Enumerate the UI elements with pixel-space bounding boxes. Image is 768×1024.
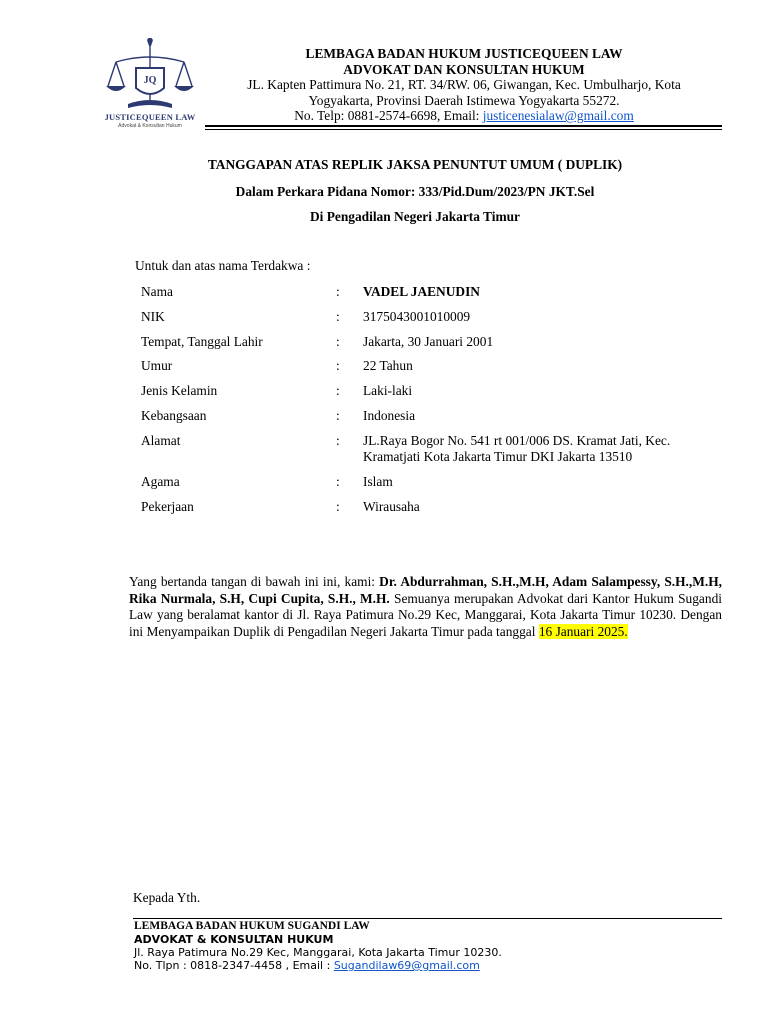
footer-letterhead [134, 920, 502, 972]
row-value: Islam [363, 474, 393, 489]
letterhead-subtitle: ADVOKAT DAN KONSULTAN HUKUM [343, 61, 585, 77]
para-intro: Yang bertanda tangan di bawah ini ini, kami: [129, 574, 380, 589]
row-label: NIK [141, 309, 165, 324]
court-name: Di Pengadilan Negeri Jakarta Timur [309, 209, 521, 224]
footer-phone: No. Tlpn : 0818-2347-4458 , Email : [134, 959, 334, 972]
letterhead [205, 46, 723, 124]
letterhead-divider-thin [205, 129, 722, 130]
row-separator: : [336, 499, 340, 514]
recipient-greeting: Kepada Yth. [133, 890, 201, 905]
advocate-names: Dr. Abdurrahman, S.H.,M.H, Adam Salampessy, S.H.,M.H, Rika Nurmala, S.H, Cupi Cupita, S.H., M.H. [129, 574, 722, 606]
letterhead-contact [205, 108, 723, 124]
logo-name: JUSTICEQUEEN LAW [104, 112, 196, 122]
letterhead-address-1: JL. Kapten Pattimura No. 21, RT. 34/RW. 06, Giwangan, Kec. Umbulharjo, Kota [247, 77, 681, 93]
row-separator: : [336, 474, 340, 489]
body-paragraph [129, 574, 722, 640]
footer-address: Jl. Raya Patimura No.29 Kec, Manggarai, Kota Jakarta Timur 10230. [134, 946, 502, 959]
row-label: Umur [141, 358, 173, 373]
footer-email-link[interactable]: Sugandilaw69@gmail.com [333, 959, 480, 972]
footer-contact [134, 959, 502, 972]
row-separator: : [336, 408, 340, 423]
case-number: Dalam Perkara Pidana Nomor: 333/Pid.Dum/2023/PN JKT.Sel [235, 184, 595, 199]
letterhead-phone: No. Telp: 0881-2574-6698, Email: [294, 108, 483, 124]
row-value: 3175043001010009 [363, 309, 471, 324]
highlighted-date: 16 Januari 2025. [538, 623, 628, 639]
row-label: Kebangsaan [141, 408, 207, 423]
row-value: Jakarta, 30 Januari 2001 [363, 334, 494, 349]
row-value: Indonesia [363, 408, 416, 423]
row-label: Nama [141, 284, 173, 299]
logo-monogram: JQ [143, 75, 157, 86]
defendant-intro: Untuk dan atas nama Terdakwa : [135, 258, 311, 273]
address-line-2: Kramatjati Kota Jakarta Timur DKI Jakarta 13510 [363, 449, 633, 464]
row-separator: : [336, 358, 340, 373]
row-separator: : [336, 309, 340, 324]
row-label: Alamat [141, 433, 181, 448]
row-separator: : [336, 383, 340, 398]
document-title: TANGGAPAN ATAS REPLIK JAKSA PENUNTUT UMUM ( DUPLIK) [207, 157, 623, 172]
row-value: Laki-laki [363, 383, 413, 398]
row-separator: : [336, 334, 340, 349]
footer-org: LEMBAGA BADAN HUKUM SUGANDI LAW [134, 920, 370, 932]
para-rest: Semuanya merupakan Advokat dari Kantor Hukum Sugandi Law yang beralamat kantor di Jl. Raya Patimura No.29 Kec, Manggarai, Kota Jakarta Timur 10230. Dengan ini Menyampaikan Duplik di Pengadilan Negeri Jakarta Timur pada tanggal [129, 590, 722, 639]
row-label: Pekerjaan [141, 499, 194, 514]
letterhead-address-2: Yogyakarta, Provinsi Daerah Istimewa Yogyakarta 55272. [308, 92, 620, 108]
scales-of-justice-icon [98, 38, 202, 118]
logo-tagline: Advokat & Konsultan Hukum [118, 123, 182, 129]
row-value: 22 Tahun [363, 358, 413, 373]
letterhead-org: LEMBAGA BADAN HUKUM JUSTICEQUEEN LAW [305, 46, 623, 61]
row-label: Jenis Kelamin [141, 383, 218, 398]
row-value [363, 433, 723, 465]
address-line-1: JL.Raya Bogor No. 541 rt 001/006 DS. Kramat Jati, Kec. [363, 433, 671, 448]
row-label: Tempat, Tanggal Lahir [141, 334, 263, 349]
row-separator: : [336, 284, 340, 299]
letterhead-divider [205, 125, 722, 127]
footer-divider [133, 918, 722, 919]
row-value: VADEL JAENUDIN [363, 284, 480, 299]
row-separator: : [336, 433, 340, 448]
row-label: Agama [141, 474, 180, 489]
footer-subtitle: ADVOKAT & KONSULTAN HUKUM [134, 933, 334, 946]
row-value: Wirausaha [363, 499, 420, 514]
letterhead-email-link[interactable]: justicenesialaw@gmail.com [482, 108, 634, 124]
